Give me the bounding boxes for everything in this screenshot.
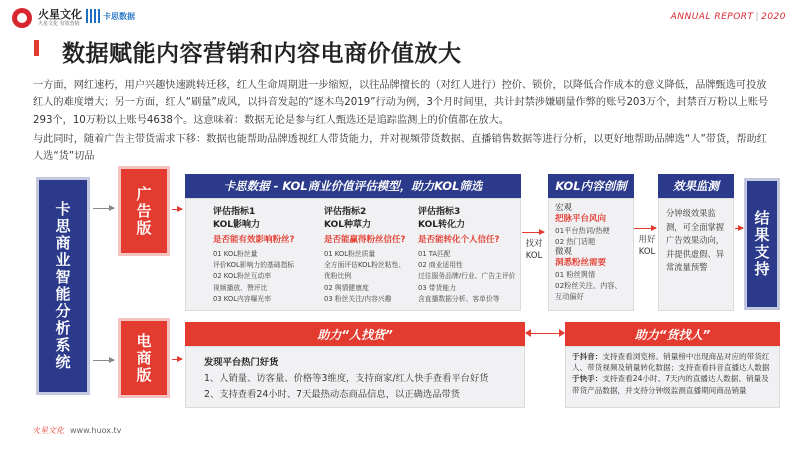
double-arrow-line xyxy=(527,333,561,334)
kol-eval-panel xyxy=(185,198,521,311)
find-goods-header: 助力“人找货” xyxy=(185,322,525,346)
ad-version-label: 广告版 xyxy=(134,185,153,237)
indicator-item: 视频播放、赞评比 xyxy=(213,283,268,292)
partner-logo-icon xyxy=(86,9,100,23)
kol-content-panel xyxy=(548,198,634,311)
effect-monitor-text: 分钟级效果监测，可全面掌握广告效果动向，并提供虚假、异常流量预警 xyxy=(666,208,725,272)
indicator-item: 01 KOL粉丝质量 xyxy=(324,250,376,258)
ecom-version-label: 电商版 xyxy=(134,332,153,384)
arrow-to-ecom xyxy=(93,360,114,361)
find-people-header: 助力“货找人” xyxy=(565,322,780,346)
indicator-2 xyxy=(324,204,419,305)
indicator-item: 全方面评估KOL粉丝粘性、 xyxy=(324,261,406,270)
kuaishou-block xyxy=(572,373,773,395)
footer-url[interactable]: www.huox.tv xyxy=(70,426,122,435)
macro-label: 宏观 xyxy=(555,203,573,213)
arrow-ecom-to-goods xyxy=(172,359,182,360)
page-title: 数据赋能内容营销和内容电商价值放大 xyxy=(62,41,462,67)
result-support-box xyxy=(744,178,780,310)
micro-label: 微观 xyxy=(555,247,573,257)
indicator-item: 02 舆情健康度 xyxy=(324,283,369,292)
ad-version-box xyxy=(118,166,170,256)
indicator-question: 是否能有效影响粉丝? xyxy=(213,235,295,245)
indicator-name: KOL影响力 xyxy=(213,220,260,230)
indicator-item: 03 带货能力 xyxy=(418,283,456,292)
indicator-title: 评估指标1 xyxy=(213,207,256,217)
indicator-name: KOL转化力 xyxy=(418,220,465,230)
micro-item: 互动偏好 xyxy=(555,292,584,301)
double-arrow-left-head xyxy=(525,329,531,337)
arrow-eval-to-content xyxy=(522,232,544,233)
indicator-item: 评价KOL影响力的基础指标 xyxy=(213,261,295,270)
partner-logo xyxy=(86,9,135,23)
indicator-item: 03 KOL内容曝光率 xyxy=(213,294,272,303)
indicator-question: 是否能转化个人信任? xyxy=(418,235,500,245)
indicator-item: 01 KOL粉丝量 xyxy=(213,250,258,258)
micro-title: 洞悉粉丝需要 xyxy=(555,258,607,268)
find-kol-label: 找对KOL xyxy=(525,239,543,261)
indicator-3 xyxy=(418,204,518,305)
result-support-label: 结果支持 xyxy=(752,210,771,278)
brand-name: 火星文化 xyxy=(38,8,82,21)
title-accent-bar xyxy=(34,40,39,56)
use-kol-label: 用好KOL xyxy=(638,235,656,257)
effect-monitor-panel xyxy=(658,198,734,311)
brand-logo xyxy=(12,8,82,28)
indicator-item: 02 商业适用性 xyxy=(418,261,463,270)
indicator-name: KOL种草力 xyxy=(324,220,371,230)
find-goods-item: 2、支持查看24小时、7天最热动态商品信息，以正确选品带货 xyxy=(204,389,461,400)
footer-brand: 火星文化 xyxy=(32,426,64,435)
intro-paragraph: 一方面，网红速朽，用户兴趣快速跳转迁移，红人生命周期进一步缩短，以往品牌擅长的（对红人进行）控价、锁价，以降低合作成本的意义降低，品牌甄选可投放红人的难度增大；另一方面，红人“刷量”成风，以抖音发起的“逐木鸟2019”行动为例，3个月时间里，共计封禁涉嫌刷量作弊的账号203万个，封禁百万粉以上账号293个，10万粉以上账号4638个。这意味着：数据无论是参与红人甄选还是追踪监测上的价值都在放大。 xyxy=(33,80,769,126)
arrow-monitor-to-result xyxy=(735,228,743,229)
ecom-version-box xyxy=(118,318,170,398)
douyin-text: 支持查看浏览榜、销量榜中出现商品对应的带货红人、带货视频及销量转化数据；支持查看抖音直播达人数据 xyxy=(572,352,770,373)
indicator-title: 评估指标3 xyxy=(418,207,461,217)
indicator-item: 含直播数据分析、客单价等 xyxy=(418,294,500,303)
report-label: ANNUAL REPORT xyxy=(670,12,754,22)
brand-subtitle: 火星文化 有效营销 xyxy=(38,21,80,27)
indicator-item: 02 KOL粉丝互动率 xyxy=(213,272,272,281)
micro-item: 01 粉丝舆情 xyxy=(555,270,596,279)
report-tag: ANNUAL REPORT | 2020 xyxy=(670,12,786,22)
macro-title: 把脉平台风向 xyxy=(555,214,607,224)
find-goods-item: 1、人销量、访客量、价格等3维度，支持商家/红人快手查看平台好货 xyxy=(204,373,489,384)
indicator-1 xyxy=(213,204,308,305)
kuaishou-text: 支持查看24小时、7天内的直播达人数据、销量及带货产品数据，并支持分钟级监测直播期间商品销量 xyxy=(572,374,769,395)
indicator-item: 过往服务品牌/行业、广告主评价 xyxy=(418,272,516,281)
micro-item: 02粉丝关注、内容、 xyxy=(555,281,622,290)
macro-item: 01平台热词/热梗 xyxy=(555,226,610,235)
second-paragraph: 与此同时，随着广告主带货需求下移：数据也能帮助品牌透视红人带货能力，并对视频带货数据、直播销售数据等进行分析，以更好地帮助品牌选“人”带货，帮助红人选“货”切品 xyxy=(33,134,767,163)
find-goods-panel xyxy=(185,346,525,408)
kuaishou-label: 于快手： xyxy=(572,374,603,384)
partner-name: 卡思数据 xyxy=(103,11,135,21)
brand-logo-icon xyxy=(12,8,32,28)
arrow-to-ad xyxy=(93,208,114,209)
arrow-content-to-monitor xyxy=(634,228,656,229)
system-box xyxy=(36,177,90,395)
effect-monitor-header: 效果监测 xyxy=(658,174,734,198)
kol-eval-header: 卡思数据 - KOL商业价值评估模型，助力KOL筛选 xyxy=(185,174,521,198)
macro-item: 02 热门话题 xyxy=(555,237,596,246)
arrow-ad-to-eval xyxy=(172,209,182,210)
find-goods-title: 发现平台热门好货 xyxy=(204,357,279,368)
kol-content-header: KOL内容创制 xyxy=(548,174,634,198)
indicator-title: 评估指标2 xyxy=(324,207,367,217)
report-year: 2020 xyxy=(761,12,786,22)
indicator-item: 03 粉丝关注/内容兴趣 xyxy=(324,294,392,303)
system-label: 卡思商业智能分析系统 xyxy=(53,201,72,371)
douyin-block xyxy=(572,351,773,373)
indicator-item: 01 TA匹配 xyxy=(418,250,451,258)
douyin-label: 于抖音： xyxy=(572,352,603,361)
footer xyxy=(32,425,121,436)
indicator-question: 是否能赢得粉丝信任? xyxy=(324,235,406,245)
indicator-item: 优粉比例 xyxy=(324,272,352,281)
find-people-panel xyxy=(565,346,780,408)
